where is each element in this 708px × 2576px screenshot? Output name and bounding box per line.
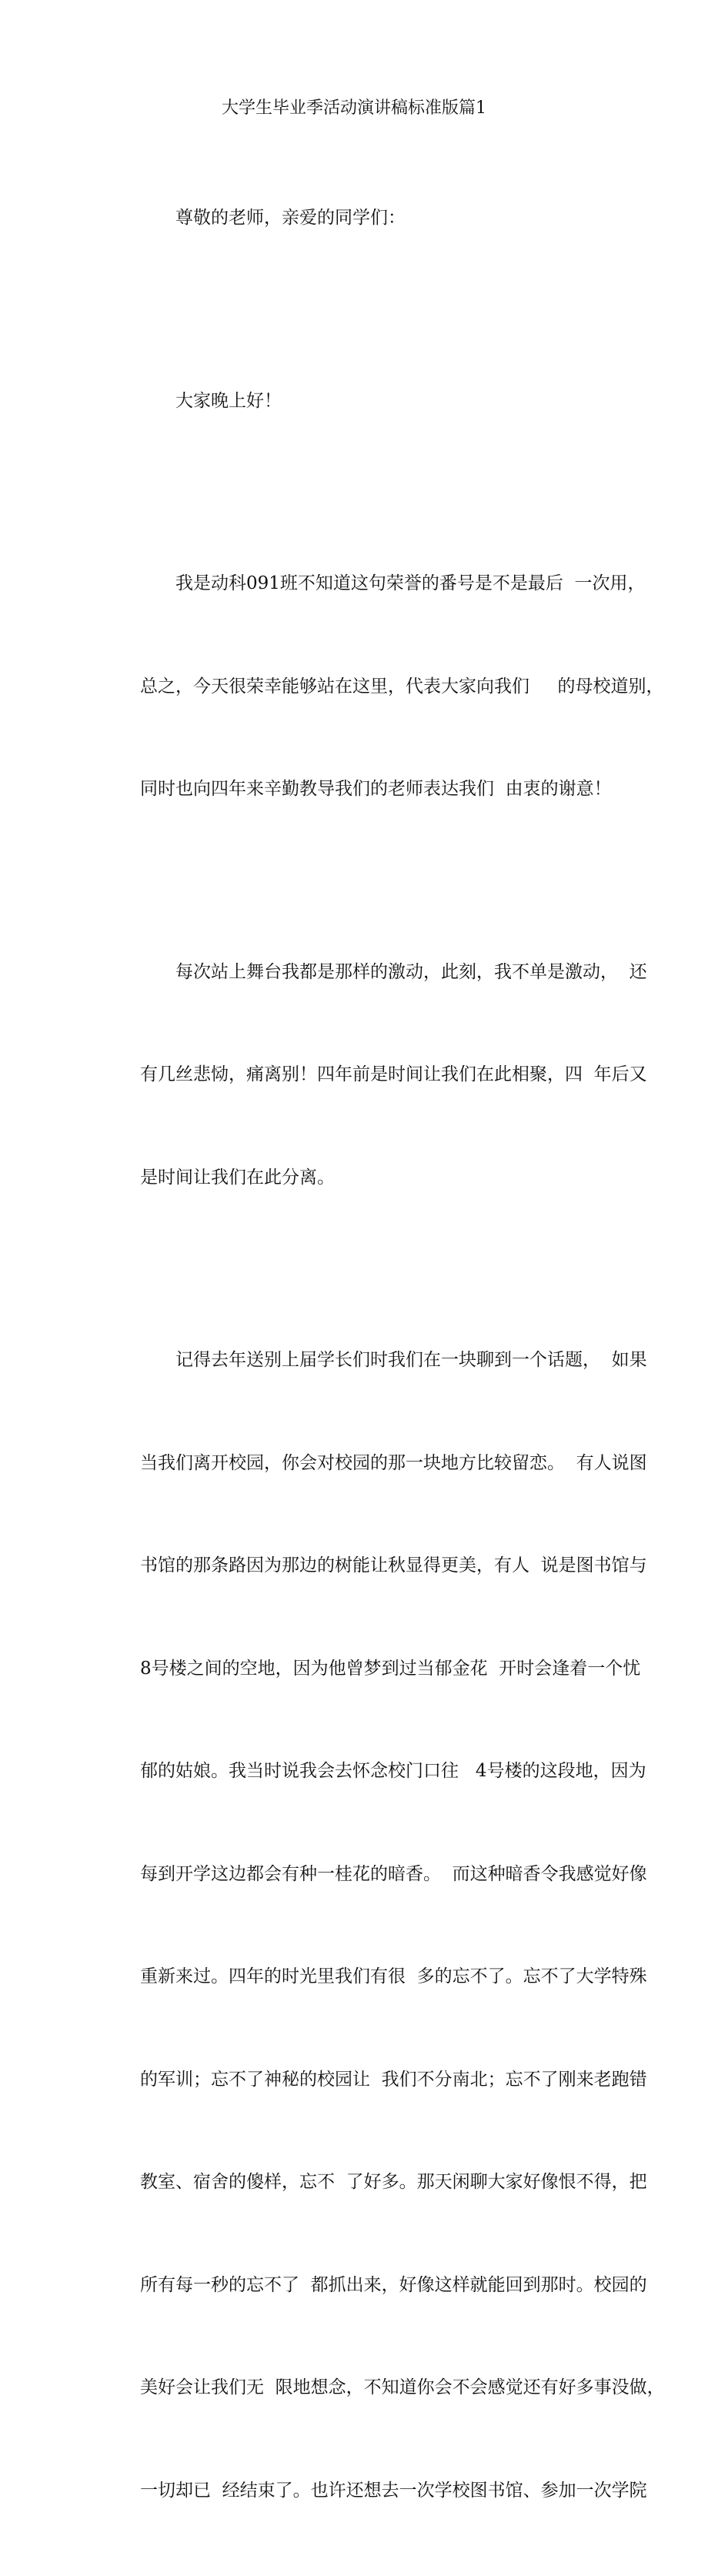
paragraph-line: 所有每一秒的忘不了 都抓出来，好像这样就能回到那时。校园的 xyxy=(140,2274,647,2295)
paragraph-line: 书馆的那条路因为那边的树能让秋显得更美，有人 说是图书馆与 xyxy=(140,1555,647,1575)
document-title: 大学生毕业季活动演讲稿标准版篇1 xyxy=(222,99,486,118)
paragraph-opening xyxy=(105,316,613,487)
paragraph-line: 每次站上舞台我都是那样的激动，此刻，我不单是激动， 还 xyxy=(175,961,647,982)
paragraph-line: 当我们离开校园，你会对校园的那一块地方比较留恋。 有人说图 xyxy=(140,1452,647,1473)
paragraph-line: 一切却已 经结束了。也许还想去一次学校图书馆、参加一次学院 xyxy=(140,2480,647,2501)
paragraph-line: 大家晚上好！ xyxy=(175,390,282,411)
paragraph-greeting xyxy=(105,132,613,304)
paragraph-introduction xyxy=(105,498,664,875)
paragraph-line: 每到开学这边都会有种一桂花的暗香。 而这种暗香令我感觉好像 xyxy=(140,1863,647,1884)
paragraph-memories xyxy=(105,1275,665,2576)
paragraph-line: 郁的姑娘。我当时说我会去怀念校门口往 4号楼的这段地，因为 xyxy=(140,1761,646,1781)
paragraph-emotion xyxy=(105,887,647,1264)
paragraph-line: 重新来过。四年的时光里我们有很 多的忘不了。忘不了大学特殊 xyxy=(140,1966,647,1986)
paragraph-line: 我是动科091班不知道这句荣誉的番号是不是最后 一次用， xyxy=(175,573,646,593)
paragraph-line: 是时间让我们在此分离。 xyxy=(140,1167,335,1188)
paragraph-line: 有几丝悲恸，痛离别！四年前是时间让我们在此相聚，四 年后又 xyxy=(140,1064,647,1084)
paragraph-line: 美好会让我们无 限地想念，不知道你会不会感觉还有好多事没做， xyxy=(140,2377,665,2397)
paragraph-line: 8号楼之间的空地，因为他曾梦到过当郁金花 开时会逢着一个忧 xyxy=(140,1658,641,1679)
document-body xyxy=(105,132,665,2576)
paragraph-line: 尊敬的老师，亲爱的同学们： xyxy=(175,208,406,228)
paragraph-line: 总之，今天很荣幸能够站在这里，代表大家向我们 的母校道别， xyxy=(140,676,664,697)
paragraph-line: 的军训；忘不了神秘的校园让 我们不分南北；忘不了刚来老跑错 xyxy=(140,2069,647,2090)
paragraph-line: 教室、宿舍的傻样，忘不 了好多。那天闲聊大家好像恨不得，把 xyxy=(140,2172,647,2192)
paragraph-line: 记得去年送别上届学长们时我们在一块聊到一个话题， 如果 xyxy=(175,1350,647,1370)
paragraph-line: 同时也向四年来辛勤教导我们的老师表达我们 由衷的谢意！ xyxy=(140,779,612,799)
